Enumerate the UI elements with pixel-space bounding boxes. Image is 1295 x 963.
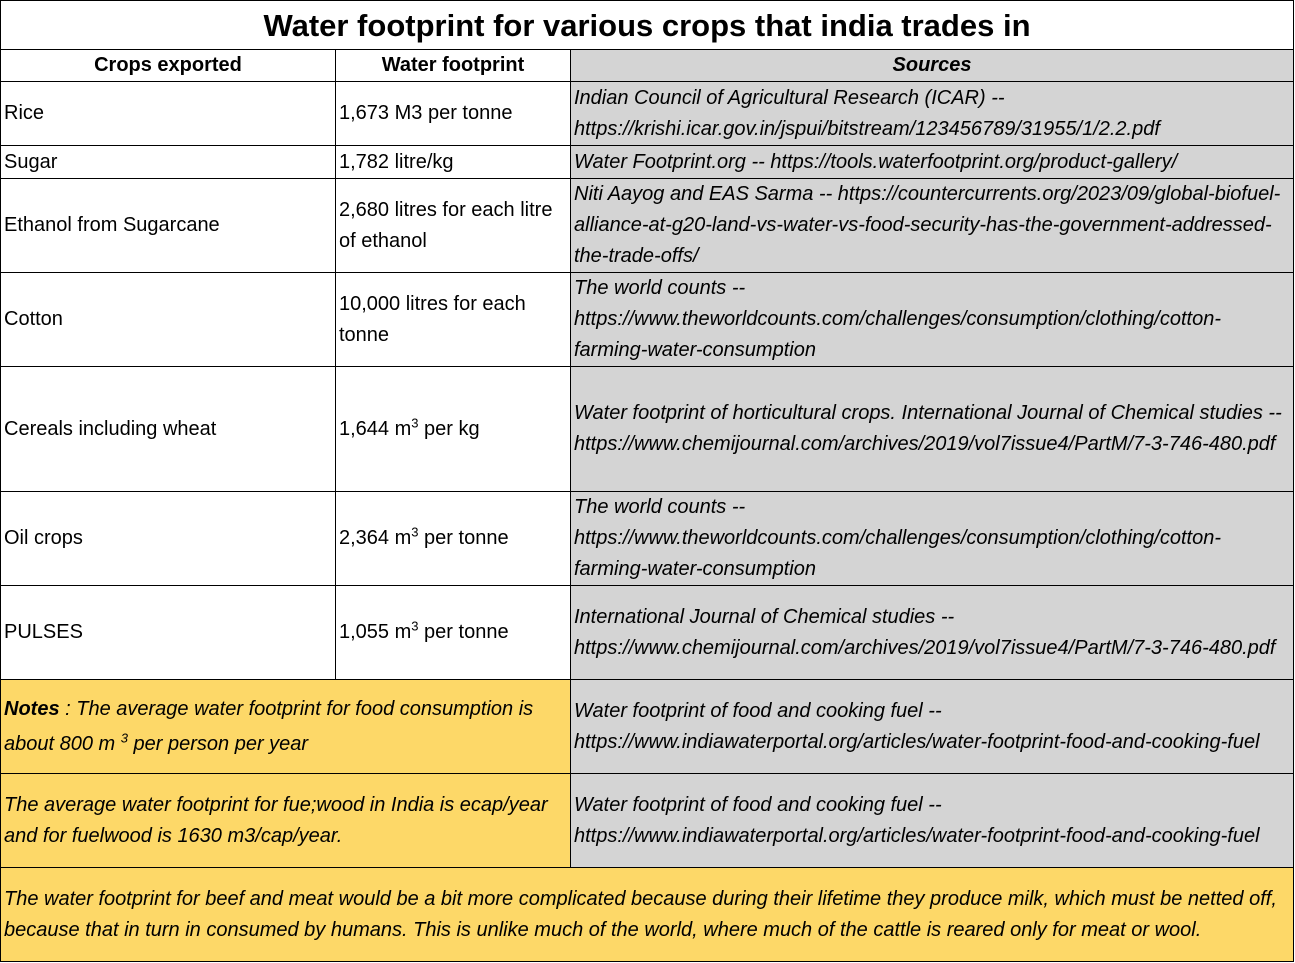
footprint-cell: 1,673 M3 per tonne bbox=[336, 82, 571, 146]
fuelwood-note-cell: The average water footprint for fue;wood in India is ecap/year and for fuelwood is 1630 m3/cap/year. bbox=[1, 774, 571, 868]
crop-cell: Cotton bbox=[1, 273, 336, 367]
footprint-cell: 1,782 litre/kg bbox=[336, 146, 571, 179]
crop-cell: PULSES bbox=[1, 586, 336, 680]
footprint-superscript: 3 bbox=[411, 524, 419, 540]
notes-source-cell: Water footprint of food and cooking fuel -- https://www.indiawaterportal.org/articles/water-footprint-food-and-cooking-fuel bbox=[571, 774, 1294, 868]
footprint-cell: 10,000 litres for each tonne bbox=[336, 273, 571, 367]
source-cell: Niti Aayog and EAS Sarma -- https://countercurrents.org/2023/09/global-biofuel-alliance-at-g20-land-vs-water-vs-food-security-has-the-government-addressed-the-trade-offs/ bbox=[571, 179, 1294, 273]
notes-text-end: per person per year bbox=[127, 732, 309, 755]
footer-note-cell: The water footprint for beef and meat would be a bit more complicated because during their lifetime they produce milk, which must be netted off, because that in turn in consumed by humans. This is unlike much of the world, where much of the cattle is reared only for meat or wool. bbox=[1, 868, 1294, 962]
source-cell: International Journal of Chemical studies -- https://www.chemijournal.com/archives/2019/vol7issue4/PartM/7-3-746-480.pdf bbox=[571, 586, 1294, 680]
table-row bbox=[1, 179, 1294, 273]
table-row bbox=[1, 586, 1294, 680]
source-cell: Water Footprint.org -- https://tools.waterfootprint.org/product-gallery/ bbox=[571, 146, 1294, 179]
table-title: Water footprint for various crops that india trades in bbox=[1, 1, 1294, 50]
footprint-value: 1,055 m bbox=[339, 621, 412, 643]
table-row bbox=[1, 367, 1294, 492]
notes-source-cell: Water footprint of food and cooking fuel -- https://www.indiawaterportal.org/articles/water-footprint-food-and-cooking-fuel bbox=[571, 680, 1294, 774]
footprint-cell: 2,680 litres for each litre of ethanol bbox=[336, 179, 571, 273]
crop-cell: Oil crops bbox=[1, 492, 336, 586]
source-cell: Water footprint of horticultural crops. International Journal of Chemical studies -- https://www.chemijournal.com/archives/2019/vol7issue4/PartM/7-3-746-480.pdf bbox=[571, 367, 1294, 492]
source-cell: Indian Council of Agricultural Research (ICAR) -- https://krishi.icar.gov.in/jspui/bitstream/123456789/31955/1/2.2.pdf bbox=[571, 82, 1294, 146]
source-cell: The world counts -- https://www.theworldcounts.com/challenges/consumption/clothing/cotton-farming-water-consumption bbox=[571, 273, 1294, 367]
footprint-cell bbox=[336, 586, 571, 680]
crop-cell: Cereals including wheat bbox=[1, 367, 336, 492]
crop-cell: Ethanol from Sugarcane bbox=[1, 179, 336, 273]
notes-label: Notes bbox=[4, 697, 60, 720]
footprint-cell bbox=[336, 367, 571, 492]
footprint-value: 2,364 m bbox=[339, 527, 412, 549]
footprint-cell bbox=[336, 492, 571, 586]
footprint-unit: per kg bbox=[418, 417, 480, 440]
header-crops-exported: Crops exported bbox=[1, 50, 336, 82]
footprint-unit: per tonne bbox=[418, 621, 509, 643]
footprint-superscript: 3 bbox=[411, 618, 419, 634]
footprint-value: 1,644 m bbox=[339, 417, 412, 440]
notes-row bbox=[1, 680, 1294, 774]
table-row bbox=[1, 273, 1294, 367]
footprint-unit: per tonne bbox=[418, 527, 509, 549]
table-row bbox=[1, 492, 1294, 586]
footprint-superscript: 3 bbox=[411, 414, 419, 430]
footer-row bbox=[1, 868, 1294, 962]
notes-row bbox=[1, 774, 1294, 868]
notes-superscript: 3 bbox=[120, 729, 128, 745]
table-row bbox=[1, 82, 1294, 146]
table-row bbox=[1, 146, 1294, 179]
notes-cell bbox=[1, 680, 571, 774]
header-sources: Sources bbox=[571, 50, 1294, 82]
crop-cell: Rice bbox=[1, 82, 336, 146]
header-water-footprint: Water footprint bbox=[336, 50, 571, 82]
notes-text: : The average water footprint for food consumption is about 800 m bbox=[4, 697, 534, 755]
source-cell: The world counts -- https://www.theworldcounts.com/challenges/consumption/clothing/cotton-farming-water-consumption bbox=[571, 492, 1294, 586]
crop-cell: Sugar bbox=[1, 146, 336, 179]
